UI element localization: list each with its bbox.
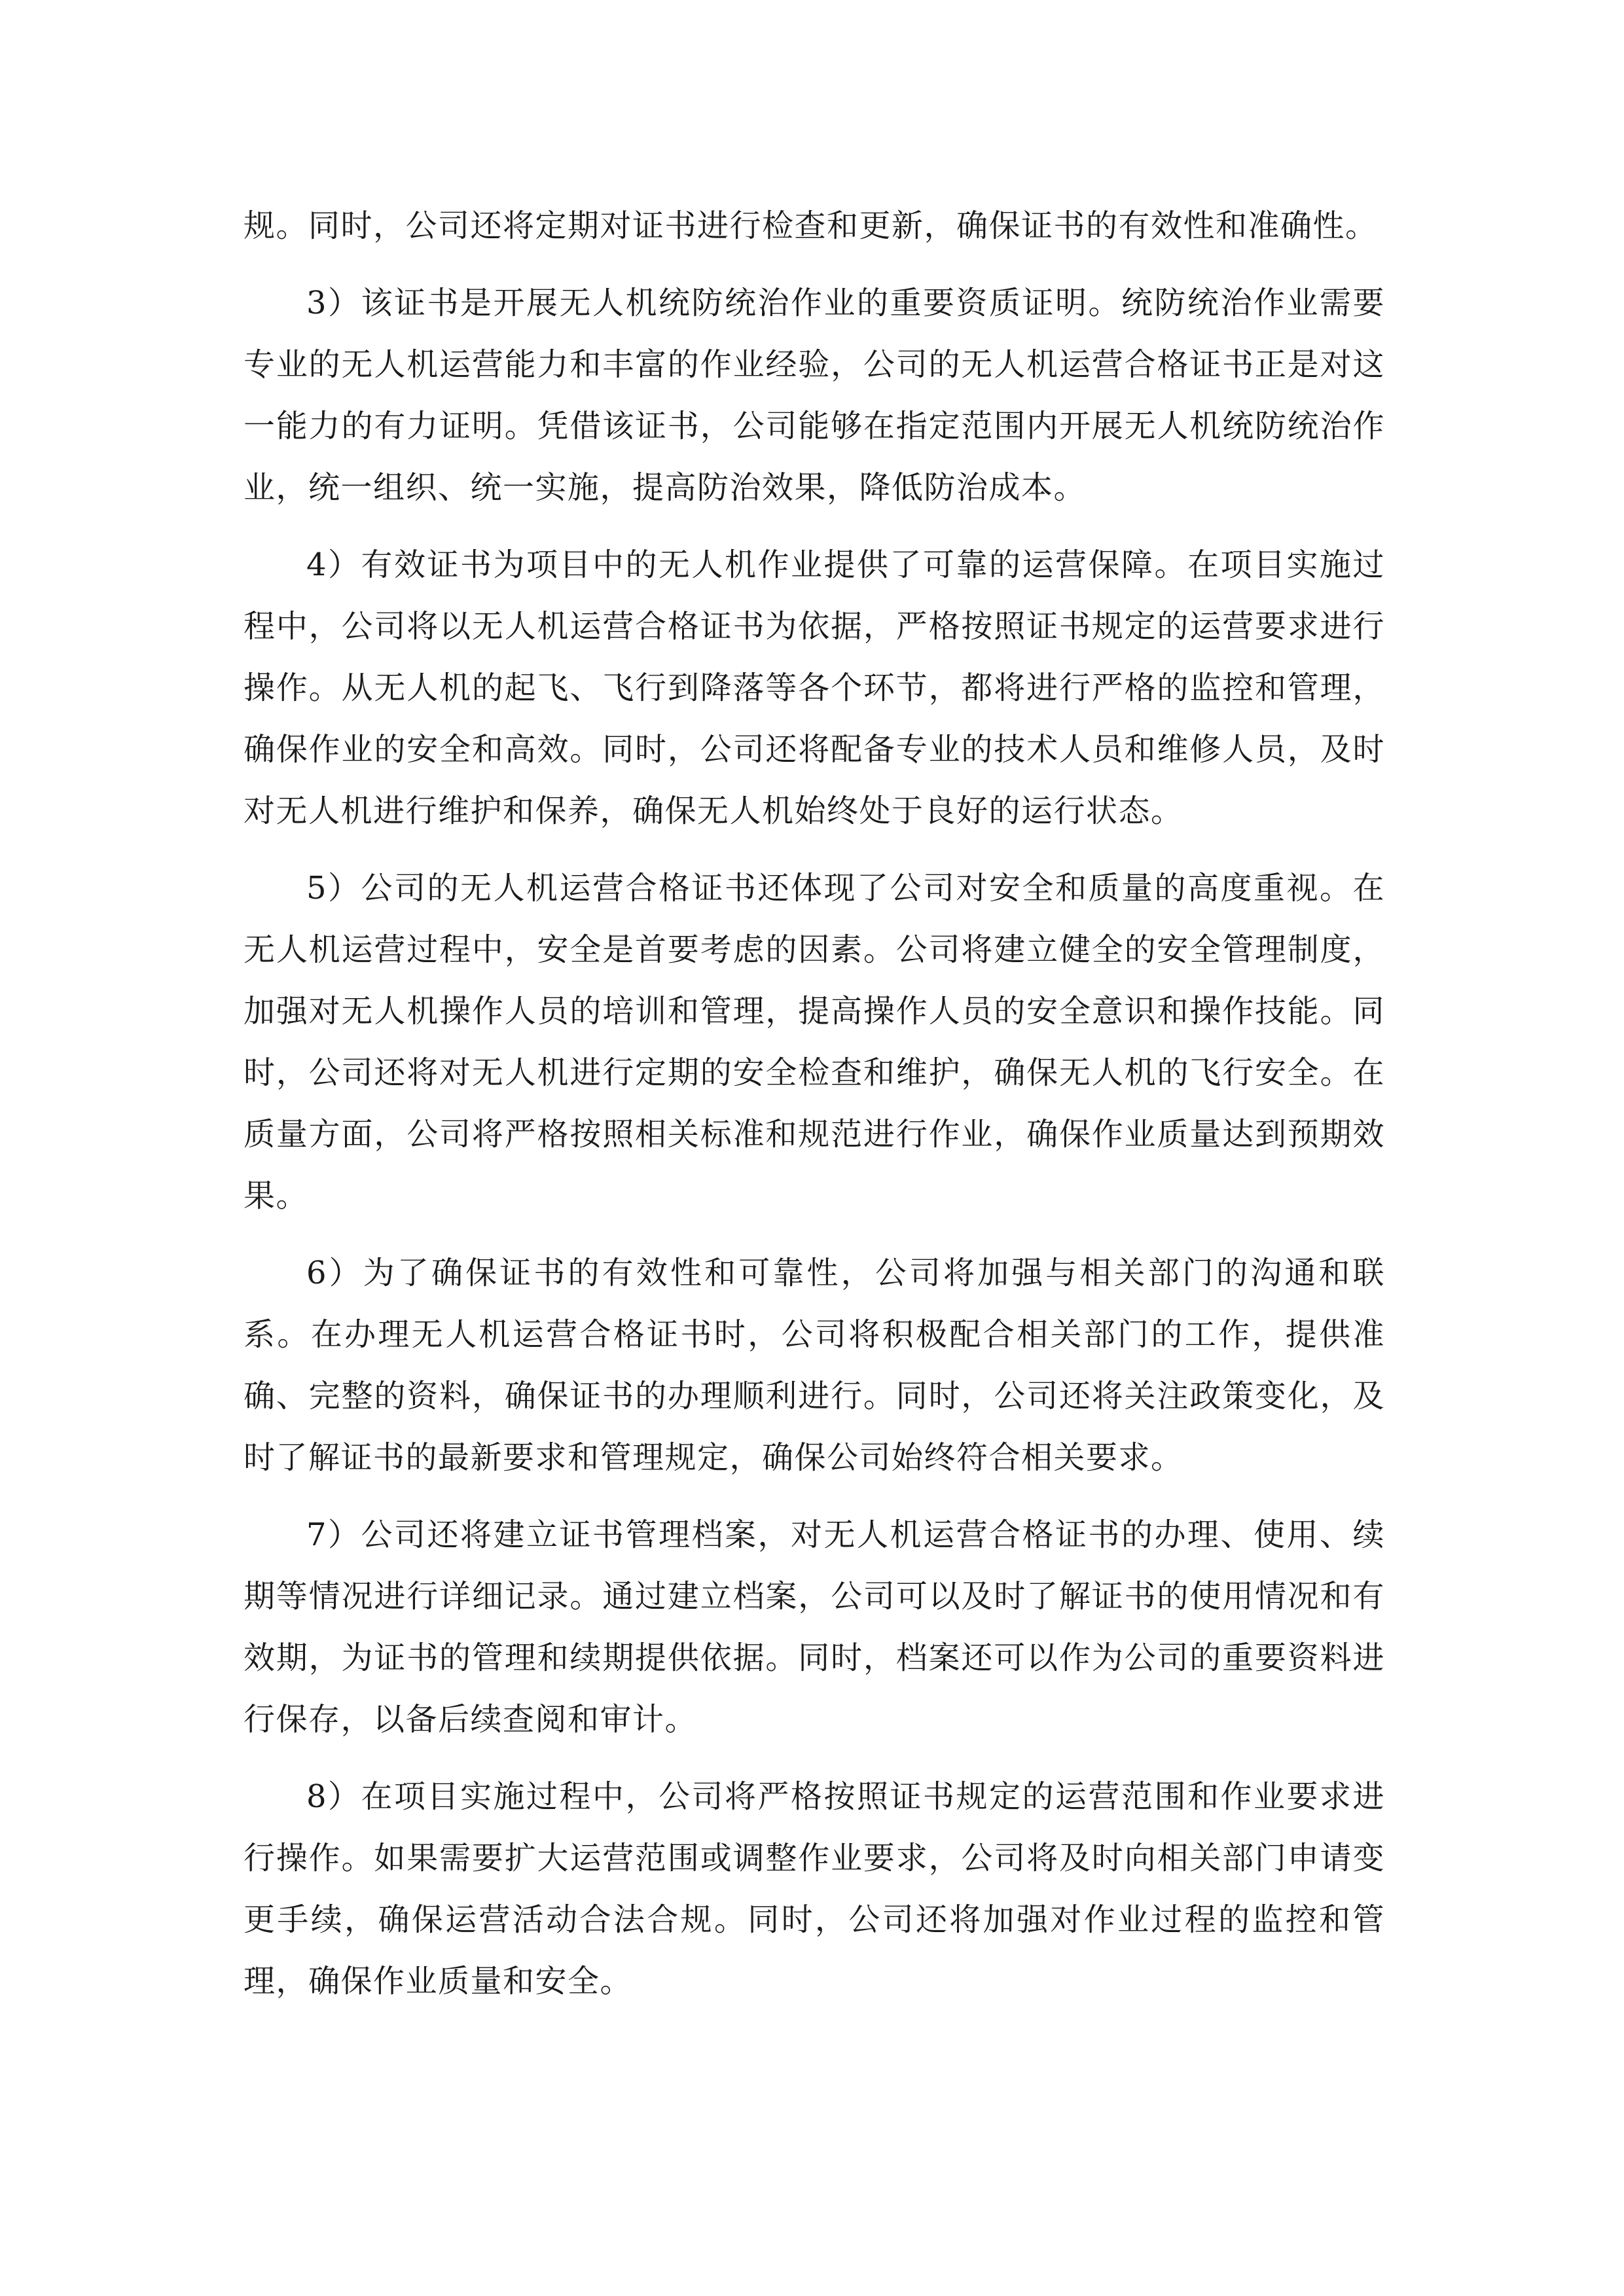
- paragraph-8: 8）在项目实施过程中，公司将严格按照证书规定的运营范围和作业要求进行操作。如果需要扩大运营范围或调整作业要求，公司将及时向相关部门申请变更手续，确保运营活动合法合规。同时，公司还将加强对作业过程的监控和管理，确保作业质量和安全。: [244, 1778, 1385, 2000]
- paragraph-6: 6）为了确保证书的有效性和可靠性，公司将加强与相关部门的沟通和联系。在办理无人机运营合格证书时，公司将积极配合相关部门的工作，提供准确、完整的资料，确保证书的办理顺利进行。同时，公司还将关注政策变化，及时了解证书的最新要求和管理规定，确保公司始终符合相关要求。: [244, 1255, 1385, 1476]
- paragraph-5: 5）公司的无人机运营合格证书还体现了公司对安全和质量的高度重视。在无人机运营过程中，安全是首要考虑的因素。公司将建立健全的安全管理制度，加强对无人机操作人员的培训和管理，提高操作人员的安全意识和操作技能。同时，公司还将对无人机进行定期的安全检查和维护，确保无人机的飞行安全。在质量方面，公司将严格按照相关标准和规范进行作业，确保作业质量达到预期效果。: [244, 870, 1385, 1214]
- paragraph-continuation: 规。同时，公司还将定期对证书进行检查和更新，确保证书的有效性和准确性。: [244, 207, 1378, 244]
- document-body: [244, 195, 1385, 2012]
- paragraph-7: 7）公司还将建立证书管理档案，对无人机运营合格证书的办理、使用、续期等情况进行详细记录。通过建立档案，公司可以及时了解证书的使用情况和有效期，为证书的管理和续期提供依据。同时，档案还可以作为公司的重要资料进行保存，以备后续查阅和审计。: [244, 1516, 1385, 1738]
- paragraph-4: 4）有效证书为项目中的无人机作业提供了可靠的运营保障。在项目实施过程中，公司将以无人机运营合格证书为依据，严格按照证书规定的运营要求进行操作。从无人机的起飞、飞行到降落等各个环节，都将进行严格的监控和管理，确保作业的安全和高效。同时，公司还将配备专业的技术人员和维修人员，及时对无人机进行维护和保养，确保无人机始终处于良好的运行状态。: [244, 547, 1385, 829]
- paragraph-3: 3）该证书是开展无人机统防统治作业的重要资质证明。统防统治作业需要专业的无人机运营能力和丰富的作业经验，公司的无人机运营合格证书正是对这一能力的有力证明。凭借该证书，公司能够在指定范围内开展无人机统防统治作业，统一组织、统一实施，提高防治效果，降低防治成本。: [244, 285, 1385, 506]
